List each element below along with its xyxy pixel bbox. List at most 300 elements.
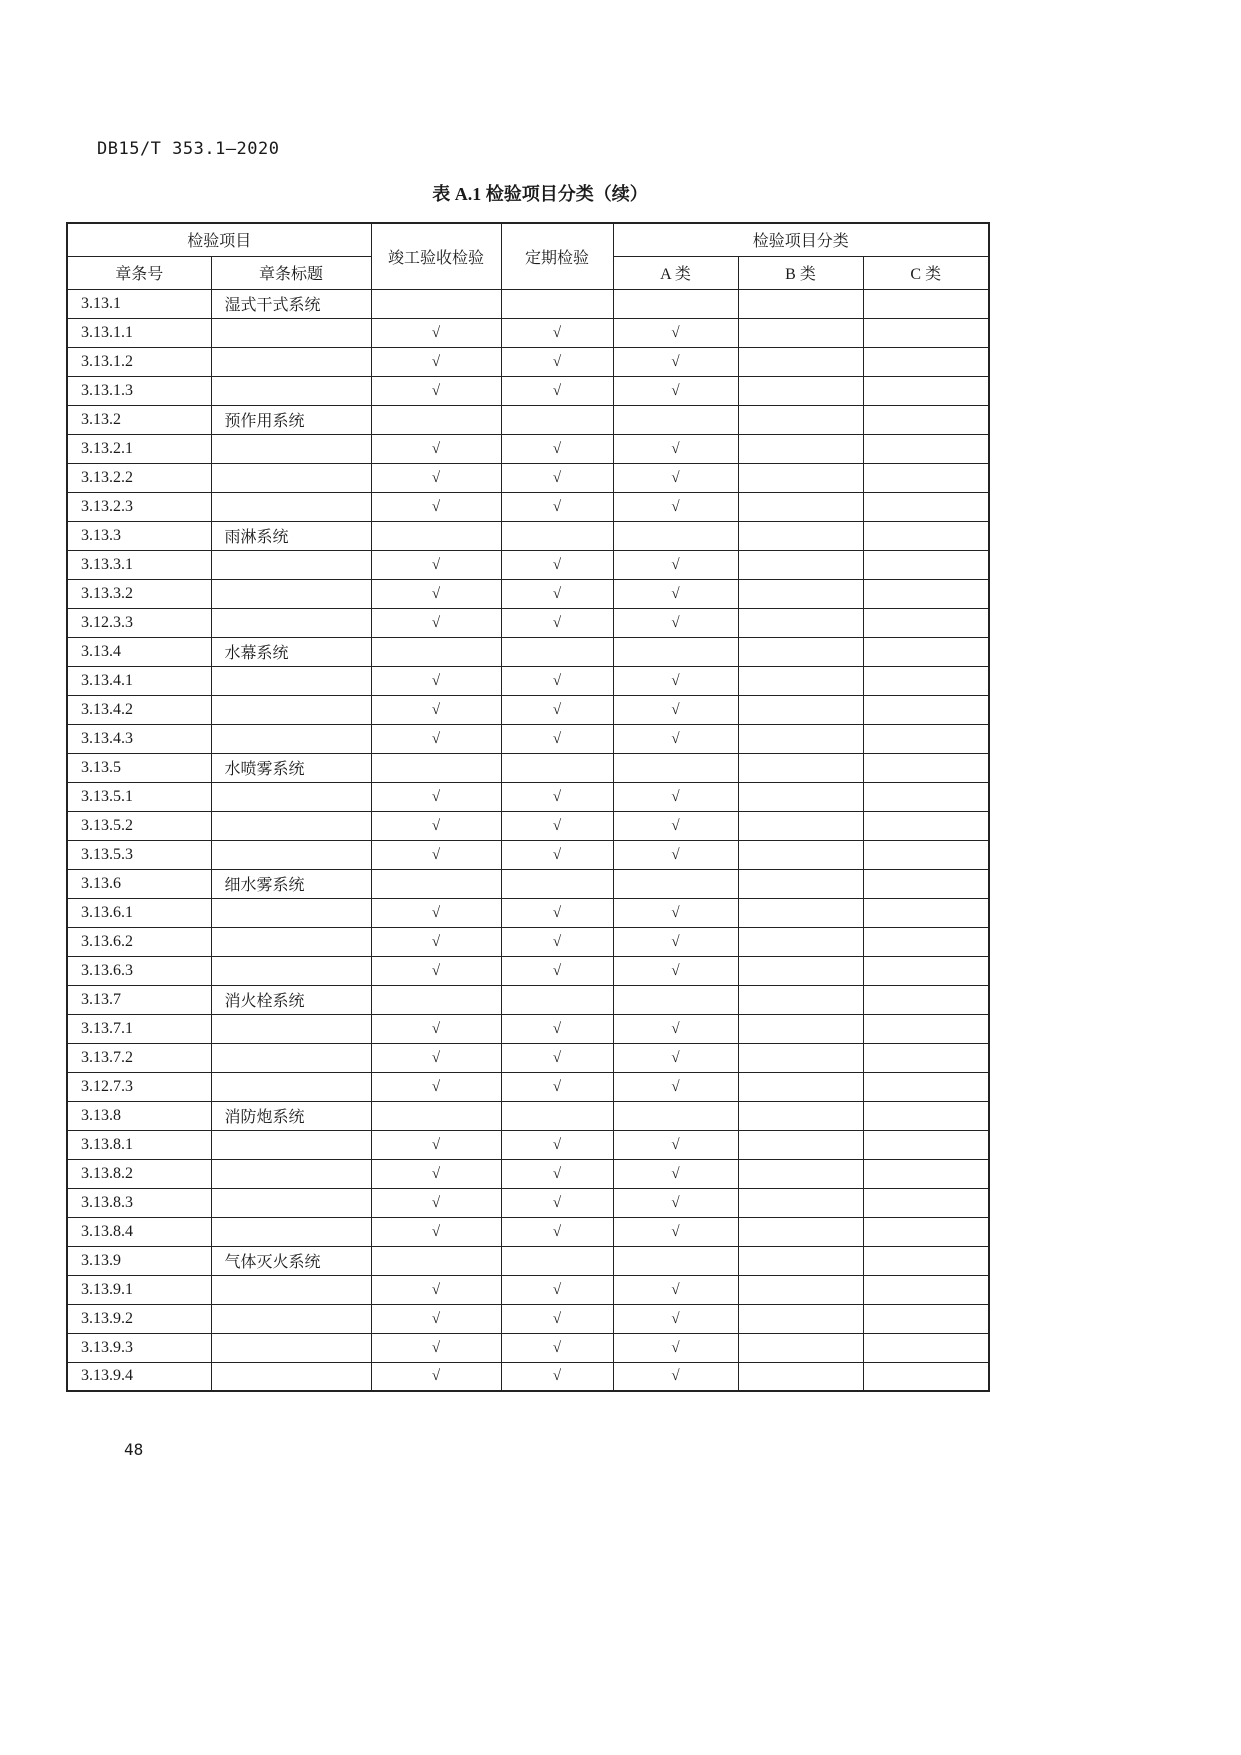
check-mark: √ (671, 817, 680, 834)
clause-title-cell (211, 550, 371, 579)
check-mark: √ (431, 1368, 441, 1385)
completion-check-cell (371, 376, 501, 405)
check-mark: √ (431, 846, 441, 863)
check-mark: √ (671, 382, 680, 399)
class-c-check-cell (863, 492, 989, 521)
class-c-check-cell (863, 1014, 989, 1043)
inspection-table-container (66, 222, 988, 1392)
class-a-check-cell (613, 811, 738, 840)
class-a-check-cell (613, 1101, 738, 1130)
completion-check-cell (371, 956, 501, 985)
periodic-check-cell (501, 1014, 613, 1043)
completion-check-cell (371, 985, 501, 1014)
completion-check-cell (371, 463, 501, 492)
check-mark: √ (552, 904, 562, 921)
completion-check-cell (371, 724, 501, 753)
check-mark: √ (552, 788, 562, 805)
check-mark: √ (671, 1078, 680, 1095)
class-c-check-cell (863, 782, 989, 811)
page-number: 48 (124, 1440, 144, 1459)
check-mark: √ (431, 1339, 441, 1356)
clause-title-cell (211, 376, 371, 405)
class-a-check-cell (613, 1043, 738, 1072)
class-a-check-cell (613, 985, 738, 1014)
table-row (67, 1246, 989, 1275)
class-c-check-cell (863, 1101, 989, 1130)
clause-title-cell: 雨淋系统 (211, 521, 371, 550)
completion-check-cell (371, 1304, 501, 1333)
table-row (67, 405, 989, 434)
check-mark: √ (552, 556, 562, 573)
clause-title-cell (211, 347, 371, 376)
clause-title-cell (211, 1188, 371, 1217)
clause-number-cell: 3.13.6.3 (67, 956, 211, 985)
periodic-check-cell (501, 376, 613, 405)
completion-check-cell (371, 434, 501, 463)
class-a-check-cell (613, 869, 738, 898)
class-b-check-cell (738, 347, 863, 376)
class-b-check-cell (738, 376, 863, 405)
table-body (67, 289, 989, 1391)
class-a-check-cell (613, 1188, 738, 1217)
class-c-check-cell (863, 1159, 989, 1188)
table-row (67, 1217, 989, 1246)
periodic-check-cell (501, 782, 613, 811)
periodic-check-cell (501, 1304, 613, 1333)
class-c-check-cell (863, 318, 989, 347)
class-a-check-cell (613, 1333, 738, 1362)
check-mark: √ (431, 904, 441, 921)
check-mark: √ (431, 382, 441, 399)
clause-number-cell: 3.13.6.2 (67, 927, 211, 956)
class-b-check-cell (738, 1333, 863, 1362)
table-row (67, 608, 989, 637)
clause-title-cell: 湿式干式系统 (211, 289, 371, 318)
class-b-check-cell (738, 753, 863, 782)
class-b-check-cell (738, 811, 863, 840)
class-b-check-cell (738, 927, 863, 956)
class-c-check-cell (863, 434, 989, 463)
table-row (67, 1043, 989, 1072)
clause-number-cell: 3.13.2.3 (67, 492, 211, 521)
clause-number-cell: 3.13.6.1 (67, 898, 211, 927)
completion-check-cell (371, 1246, 501, 1275)
completion-check-cell (371, 1275, 501, 1304)
check-mark: √ (431, 1020, 441, 1037)
completion-check-cell (371, 347, 501, 376)
periodic-check-cell (501, 811, 613, 840)
table-row (67, 695, 989, 724)
class-b-check-cell (738, 956, 863, 985)
check-mark: √ (431, 498, 441, 515)
check-mark: √ (552, 730, 562, 747)
check-mark: √ (671, 1020, 680, 1037)
clause-title-cell: 气体灭火系统 (211, 1246, 371, 1275)
check-mark: √ (671, 585, 680, 602)
clause-title-cell (211, 318, 371, 347)
table-row (67, 666, 989, 695)
completion-check-cell (371, 1072, 501, 1101)
check-mark: √ (671, 1136, 680, 1153)
clause-number-cell: 3.13.9.4 (67, 1362, 211, 1391)
class-b-check-cell (738, 1130, 863, 1159)
clause-title-cell (211, 666, 371, 695)
completion-check-cell (371, 1014, 501, 1043)
inspection-classification-table (66, 222, 990, 1392)
class-b-check-cell (738, 318, 863, 347)
check-mark: √ (552, 382, 562, 399)
check-mark: √ (552, 846, 562, 863)
clause-title-cell (211, 463, 371, 492)
completion-check-cell (371, 898, 501, 927)
periodic-check-cell (501, 840, 613, 869)
periodic-check-cell (501, 521, 613, 550)
clause-number-cell: 3.12.3.3 (67, 608, 211, 637)
table-row (67, 753, 989, 782)
check-mark: √ (671, 556, 680, 573)
class-b-check-cell (738, 1304, 863, 1333)
class-a-check-cell (613, 347, 738, 376)
periodic-check-cell (501, 695, 613, 724)
table-row (67, 463, 989, 492)
clause-number-cell: 3.13.7.2 (67, 1043, 211, 1072)
check-mark: √ (431, 1136, 441, 1153)
check-mark: √ (552, 1310, 562, 1327)
periodic-check-cell (501, 1333, 613, 1362)
clause-number-cell: 3.13.2.1 (67, 434, 211, 463)
clause-title-cell (211, 724, 371, 753)
table-row (67, 1072, 989, 1101)
table-row (67, 1130, 989, 1159)
clause-number-cell: 3.13.4.1 (67, 666, 211, 695)
clause-number-cell: 3.13.8.2 (67, 1159, 211, 1188)
class-b-check-cell (738, 492, 863, 521)
table-row (67, 927, 989, 956)
check-mark: √ (671, 469, 680, 486)
clause-number-cell: 3.13.5.2 (67, 811, 211, 840)
check-mark: √ (671, 701, 680, 718)
table-row (67, 289, 989, 318)
class-a-check-cell (613, 1159, 738, 1188)
clause-number-cell: 3.13.9 (67, 1246, 211, 1275)
class-a-check-cell (613, 318, 738, 347)
check-mark: √ (552, 1223, 562, 1240)
check-mark: √ (671, 1223, 680, 1240)
class-b-check-cell (738, 289, 863, 318)
clause-title-cell (211, 1014, 371, 1043)
check-mark: √ (552, 1020, 562, 1037)
completion-check-cell (371, 1159, 501, 1188)
check-mark: √ (552, 324, 562, 341)
class-b-check-cell (738, 463, 863, 492)
check-mark: √ (431, 672, 441, 689)
clause-title-cell (211, 1362, 371, 1391)
class-b-check-cell (738, 434, 863, 463)
clause-number-cell: 3.13.3 (67, 521, 211, 550)
class-c-check-cell (863, 1188, 989, 1217)
clause-title-cell (211, 1275, 371, 1304)
clause-number-cell: 3.13.1.1 (67, 318, 211, 347)
check-mark: √ (431, 614, 441, 631)
check-mark: √ (552, 614, 562, 631)
check-mark: √ (431, 585, 441, 602)
clause-title-cell: 水喷雾系统 (211, 753, 371, 782)
class-b-check-cell (738, 1362, 863, 1391)
table-row (67, 579, 989, 608)
class-b-check-cell (738, 550, 863, 579)
completion-check-cell (371, 1362, 501, 1391)
completion-check-cell (371, 695, 501, 724)
class-c-check-cell (863, 840, 989, 869)
class-b-check-cell (738, 1246, 863, 1275)
check-mark: √ (671, 498, 680, 515)
table-row (67, 1333, 989, 1362)
check-mark: √ (671, 1281, 680, 1298)
table-row (67, 434, 989, 463)
table-row (67, 898, 989, 927)
check-mark: √ (431, 962, 441, 979)
completion-check-cell (371, 666, 501, 695)
clause-title-cell (211, 1333, 371, 1362)
class-c-check-cell (863, 956, 989, 985)
completion-check-cell (371, 1188, 501, 1217)
check-mark: √ (671, 962, 680, 979)
periodic-check-cell (501, 347, 613, 376)
check-mark: √ (671, 788, 680, 805)
periodic-check-cell (501, 985, 613, 1014)
class-b-check-cell (738, 985, 863, 1014)
periodic-check-cell (501, 1246, 613, 1275)
check-mark: √ (671, 1368, 680, 1385)
check-mark: √ (552, 1049, 562, 1066)
clause-number-cell: 3.13.5.1 (67, 782, 211, 811)
table-row (67, 521, 989, 550)
check-mark: √ (671, 1194, 680, 1211)
header-inspection-item-group: 检验项目 (67, 223, 371, 256)
class-c-check-cell (863, 1246, 989, 1275)
class-c-check-cell (863, 1130, 989, 1159)
clause-number-cell: 3.13.8.3 (67, 1188, 211, 1217)
check-mark: √ (671, 353, 680, 370)
header-clause-no: 章条号 (67, 256, 211, 289)
class-c-check-cell (863, 521, 989, 550)
clause-title-cell (211, 608, 371, 637)
header-class-c: C 类 (863, 256, 989, 289)
class-c-check-cell (863, 666, 989, 695)
class-c-check-cell (863, 550, 989, 579)
table-row (67, 550, 989, 579)
class-c-check-cell (863, 376, 989, 405)
table-row (67, 724, 989, 753)
check-mark: √ (552, 440, 562, 457)
header-periodic-inspection: 定期检验 (501, 223, 613, 289)
completion-check-cell (371, 550, 501, 579)
table-row (67, 376, 989, 405)
periodic-check-cell (501, 1362, 613, 1391)
table-row (67, 811, 989, 840)
class-a-check-cell (613, 695, 738, 724)
class-a-check-cell (613, 1217, 738, 1246)
check-mark: √ (552, 1078, 562, 1095)
class-c-check-cell (863, 927, 989, 956)
table-row (67, 1362, 989, 1391)
completion-check-cell (371, 811, 501, 840)
class-c-check-cell (863, 608, 989, 637)
completion-check-cell (371, 753, 501, 782)
check-mark: √ (552, 1194, 562, 1211)
clause-title-cell: 预作用系统 (211, 405, 371, 434)
check-mark: √ (431, 440, 441, 457)
table-row (67, 1275, 989, 1304)
class-b-check-cell (738, 521, 863, 550)
class-b-check-cell (738, 608, 863, 637)
header-completion-inspection: 竣工验收检验 (371, 223, 501, 289)
class-c-check-cell (863, 695, 989, 724)
header-row-groups (67, 223, 989, 256)
check-mark: √ (431, 469, 441, 486)
clause-title-cell: 细水雾系统 (211, 869, 371, 898)
periodic-check-cell (501, 666, 613, 695)
class-c-check-cell (863, 1362, 989, 1391)
table-row (67, 492, 989, 521)
check-mark: √ (552, 817, 562, 834)
table-row (67, 985, 989, 1014)
class-c-check-cell (863, 637, 989, 666)
class-c-check-cell (863, 898, 989, 927)
clause-title-cell (211, 898, 371, 927)
clause-number-cell: 3.13.3.2 (67, 579, 211, 608)
class-b-check-cell (738, 1188, 863, 1217)
clause-number-cell: 3.13.1.2 (67, 347, 211, 376)
check-mark: √ (552, 353, 562, 370)
check-mark: √ (552, 1136, 562, 1153)
class-c-check-cell (863, 1333, 989, 1362)
class-a-check-cell (613, 1072, 738, 1101)
class-a-check-cell (613, 1304, 738, 1333)
periodic-check-cell (501, 753, 613, 782)
check-mark: √ (552, 933, 562, 950)
clause-title-cell (211, 956, 371, 985)
clause-title-cell (211, 927, 371, 956)
table-row (67, 782, 989, 811)
table-row (67, 347, 989, 376)
clause-title-cell (211, 840, 371, 869)
completion-check-cell (371, 869, 501, 898)
clause-title-cell (211, 492, 371, 521)
class-b-check-cell (738, 782, 863, 811)
check-mark: √ (431, 324, 441, 341)
class-b-check-cell (738, 1043, 863, 1072)
class-c-check-cell (863, 753, 989, 782)
periodic-check-cell (501, 1275, 613, 1304)
clause-number-cell: 3.13.5 (67, 753, 211, 782)
clause-title-cell (211, 1043, 371, 1072)
class-a-check-cell (613, 376, 738, 405)
class-c-check-cell (863, 1043, 989, 1072)
completion-check-cell (371, 608, 501, 637)
check-mark: √ (431, 556, 441, 573)
table-title: 表 A.1 检验项目分类（续） (432, 184, 648, 204)
check-mark: √ (671, 846, 680, 863)
class-c-check-cell (863, 811, 989, 840)
periodic-check-cell (501, 1217, 613, 1246)
check-mark: √ (671, 904, 680, 921)
periodic-check-cell (501, 1072, 613, 1101)
class-b-check-cell (738, 405, 863, 434)
clause-title-cell (211, 579, 371, 608)
check-mark: √ (431, 817, 441, 834)
check-mark: √ (552, 498, 562, 515)
class-a-check-cell (613, 1362, 738, 1391)
periodic-check-cell (501, 956, 613, 985)
completion-check-cell (371, 1043, 501, 1072)
clause-number-cell: 3.13.9.3 (67, 1333, 211, 1362)
class-c-check-cell (863, 985, 989, 1014)
clause-number-cell: 3.13.7.1 (67, 1014, 211, 1043)
check-mark: √ (671, 1310, 680, 1327)
class-b-check-cell (738, 695, 863, 724)
clause-title-cell (211, 1072, 371, 1101)
clause-number-cell: 3.13.4.3 (67, 724, 211, 753)
check-mark: √ (671, 1049, 680, 1066)
periodic-check-cell (501, 405, 613, 434)
check-mark: √ (552, 1281, 562, 1298)
check-mark: √ (552, 469, 562, 486)
class-a-check-cell (613, 782, 738, 811)
clause-number-cell: 3.13.6 (67, 869, 211, 898)
header-class-a: A 类 (613, 256, 738, 289)
check-mark: √ (671, 614, 680, 631)
class-a-check-cell (613, 463, 738, 492)
table-row (67, 840, 989, 869)
check-mark: √ (552, 1368, 562, 1385)
check-mark: √ (671, 933, 680, 950)
completion-check-cell (371, 492, 501, 521)
class-a-check-cell (613, 405, 738, 434)
check-mark: √ (552, 962, 562, 979)
check-mark: √ (552, 1339, 562, 1356)
check-mark: √ (671, 440, 680, 457)
class-c-check-cell (863, 1275, 989, 1304)
clause-number-cell: 3.13.8 (67, 1101, 211, 1130)
periodic-check-cell (501, 608, 613, 637)
class-a-check-cell (613, 289, 738, 318)
class-c-check-cell (863, 1072, 989, 1101)
class-a-check-cell (613, 1014, 738, 1043)
clause-title-cell (211, 811, 371, 840)
completion-check-cell (371, 782, 501, 811)
check-mark: √ (431, 1194, 441, 1211)
clause-number-cell: 3.13.7 (67, 985, 211, 1014)
class-a-check-cell (613, 608, 738, 637)
check-mark: √ (552, 672, 562, 689)
class-b-check-cell (738, 666, 863, 695)
clause-number-cell: 3.13.2 (67, 405, 211, 434)
clause-title-cell: 消火栓系统 (211, 985, 371, 1014)
clause-number-cell: 3.13.8.4 (67, 1217, 211, 1246)
periodic-check-cell (501, 289, 613, 318)
class-a-check-cell (613, 637, 738, 666)
check-mark: √ (431, 1281, 441, 1298)
clause-title-cell: 消防炮系统 (211, 1101, 371, 1130)
completion-check-cell (371, 405, 501, 434)
periodic-check-cell (501, 1043, 613, 1072)
periodic-check-cell (501, 434, 613, 463)
clause-number-cell: 3.13.4 (67, 637, 211, 666)
clause-number-cell: 3.13.9.2 (67, 1304, 211, 1333)
check-mark: √ (552, 585, 562, 602)
periodic-check-cell (501, 492, 613, 521)
